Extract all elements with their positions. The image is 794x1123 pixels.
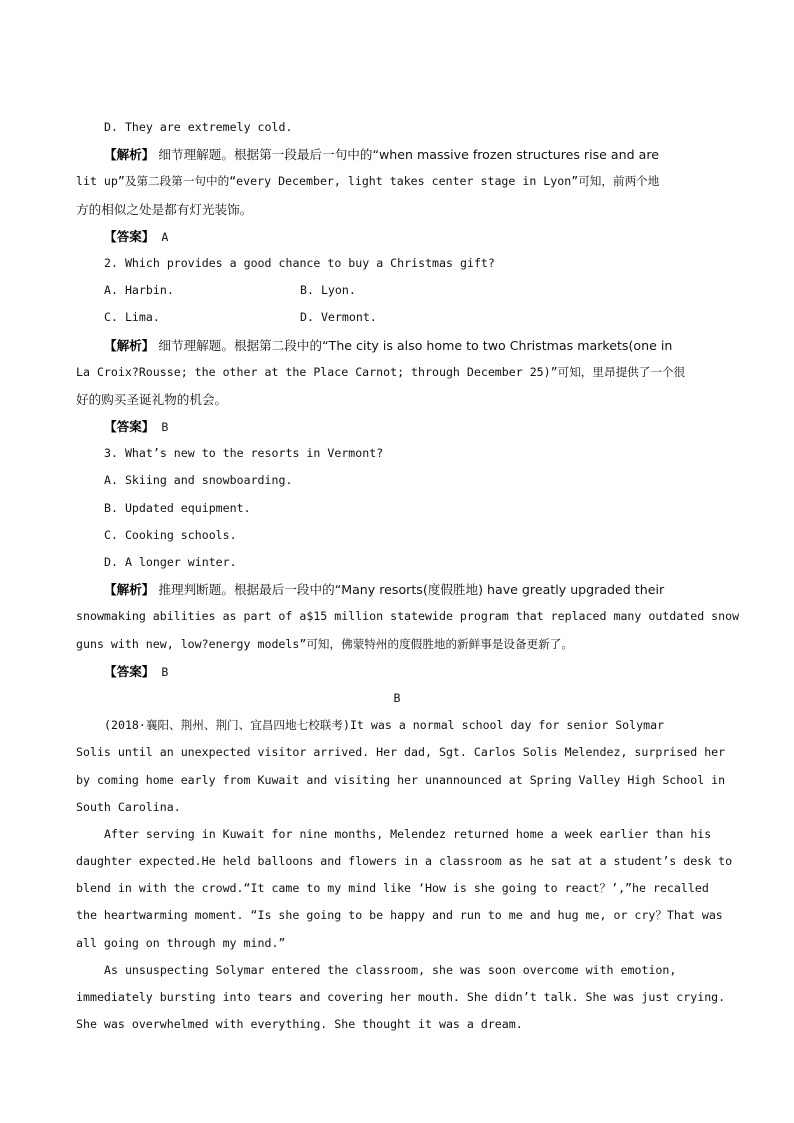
answer-tag: 【答案】	[104, 663, 155, 679]
answer-tag: 【答案】	[104, 419, 155, 435]
q1-option-d: D. They are extremely cold.	[104, 120, 293, 134]
q2-option-a: A. Harbin.	[104, 283, 174, 298]
passage-p2-line-3: blend in with the crowd.“It came to my mind like ‘How is she going to react？’,”he recalled	[76, 881, 709, 896]
answer-value: A	[154, 229, 169, 244]
passage-p1-line-3: by coming home early from Kuwait and visiting her unannounced at Spring Valley High School in	[76, 772, 726, 787]
analysis-text: 细节理解题。根据第二段中的“The city is also home to two Christmas markets(one in	[154, 337, 673, 353]
passage-p2-line-2: daughter expected.He held balloons and flowers in a classroom as he sat at a student’s desk to	[76, 854, 733, 869]
passage-p1-line-2: Solis until an unexpected visitor arrived. Her dad, Sgt. Carlos Solis Melendez, surprised her	[76, 745, 726, 760]
q3-option-d: D. A longer winter.	[104, 555, 237, 569]
passage-p2-line-1: After serving in Kuwait for nine months, Melendez returned home a week earlier than his	[104, 826, 712, 841]
passage-p3-line-2: immediately bursting into tears and covering her mouth. She didn’t talk. She was just crying.	[76, 990, 726, 1004]
q3-option-b: B. Updated equipment.	[104, 500, 251, 515]
q1-analysis-line-3: 方的相似之处是都有灯光装饰。	[76, 201, 253, 217]
answer-tag: 【答案】	[104, 228, 155, 244]
passage-p1-line-4: South Carolina.	[76, 799, 181, 814]
q2-option-c: C. Lima.	[104, 310, 160, 325]
q2-options-row-1	[76, 277, 718, 304]
analysis-tag: 【解析】	[104, 582, 155, 598]
q3-question: 3. What’s new to the resorts in Vermont?	[104, 446, 384, 461]
passage-p3-line-1: As unsuspecting Solymar entered the classroom, she was soon overcome with emotion,	[104, 962, 677, 977]
analysis-text: 细节理解题。根据第一段最后一句中的“when massive frozen structures rise and are	[154, 147, 659, 163]
analysis-text: 推理判断题。根据最后一段中的“Many resorts(度假胜地) have greatly upgraded their	[154, 582, 665, 598]
q3-analysis-line-2: snowmaking abilities as part of a$15 million statewide program that replaced many outdated snow	[76, 609, 740, 624]
q2-question: 2. Which provides a good chance to buy a Christmas gift?	[104, 255, 495, 270]
analysis-tag: 【解析】	[104, 337, 155, 353]
q1-answer	[76, 223, 718, 250]
passage-p2-line-5: all going on through my mind.”	[76, 935, 286, 950]
passage-p3-line-3: She was overwhelmed with everything. She thought it was a dream.	[76, 1017, 523, 1032]
q2-analysis-line-2: La Croix?Rousse; the other at the Place Carnot; through December 25)”可知，里昂提供了一个很	[76, 364, 686, 379]
q3-analysis-line-3: guns with new, low?energy models”可知，佛蒙特州的度假胜地的新鲜事是设备更新了。	[76, 636, 573, 651]
q2-analysis-line-3: 好的购买圣诞礼物的机会。	[76, 391, 228, 407]
document-page	[76, 114, 740, 1038]
q3-option-a: A. Skiing and snowboarding.	[104, 473, 293, 488]
passage-heading: B	[393, 690, 401, 705]
q2-analysis-line-1	[76, 332, 718, 359]
q2-option-b: B. Lyon.	[300, 283, 356, 298]
q2-option-d: D. Vermont.	[300, 310, 377, 325]
passage-p2-line-4: the heartwarming moment. “Is she going to be happy and run to me and hug me, or cry？That was	[76, 908, 723, 923]
analysis-tag: 【解析】	[104, 147, 155, 163]
q3-option-c: C. Cooking schools.	[104, 527, 237, 542]
answer-value: B	[154, 664, 169, 679]
q2-options-row-2	[76, 304, 718, 331]
answer-value: B	[154, 420, 169, 435]
q2-answer	[76, 413, 718, 440]
q1-analysis-line-2: lit up”及第二段第一句中的“every December, light takes center stage in Lyon”可知，前两个地	[76, 174, 660, 189]
q3-answer	[76, 658, 718, 685]
q3-analysis-line-1	[76, 576, 718, 603]
passage-p1-line-1: (2018·襄阳、荆州、荆门、宜昌四地七校联考)It was a normal school day for senior Solymar	[104, 718, 665, 733]
q1-analysis-line-1	[76, 141, 718, 168]
